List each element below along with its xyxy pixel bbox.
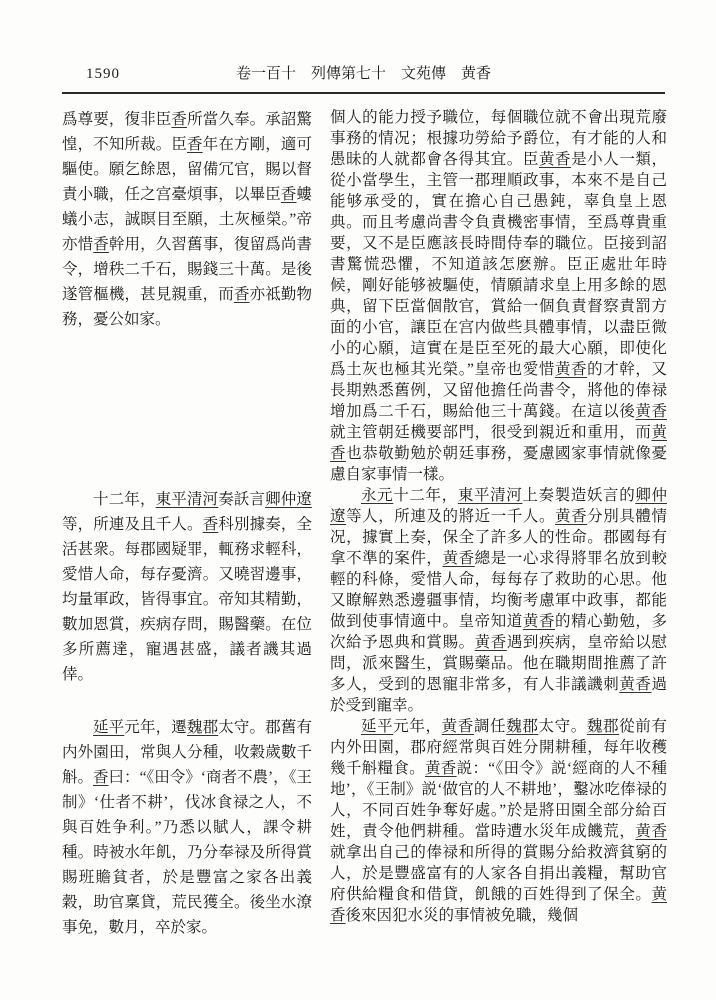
proper-name: 魏郡 bbox=[586, 718, 620, 735]
text-run: 幹用，久習舊事，復留爲尚書令，增秩二千石，賜錢三十萬。是後遂管樞機，甚見親重，而 bbox=[62, 236, 312, 303]
text-run: 的精心勤勉，多次給予恩典和賞賜。 bbox=[330, 613, 667, 651]
text-run: 年在方剛，適可驅使。願乞餘恩，留備冗官，賜以督責小職，任之宫臺煩事，以畢臣 bbox=[62, 136, 312, 203]
proper-name: 黄香 bbox=[424, 760, 457, 777]
text-run: 過於受到寵幸。 bbox=[330, 676, 667, 714]
proper-name: 清河 bbox=[186, 491, 219, 508]
text-run: 就主管朝廷機要部門，很受到親近和重用，而 bbox=[330, 424, 652, 441]
proper-name: 東平 bbox=[155, 491, 187, 508]
translation-column bbox=[330, 107, 667, 926]
text-run: 元年， bbox=[393, 718, 442, 735]
proper-name: 香 bbox=[187, 136, 203, 153]
page-header bbox=[62, 63, 665, 85]
text-run: 説：“《田令》説‘經商的人不種地’，《王制》説‘做官的人不耕地’，鑿冰吃俸禄的人，不同百姓争奪好處。”於是將田園全部分給百姓，責令他們耕種。當時遭水災年成饑荒， bbox=[330, 760, 667, 840]
classical-paragraph-1 bbox=[62, 107, 312, 332]
classical-text-column bbox=[62, 107, 312, 940]
proper-name: 香 bbox=[93, 769, 109, 786]
proper-name: 香 bbox=[171, 111, 188, 128]
text-run: 也恭敬勤勉於朝廷事務，憂慮國家事情就像憂慮自家事情一樣。 bbox=[330, 445, 667, 483]
proper-name: 香 bbox=[233, 286, 250, 303]
text-run: 爲尊要，復非臣 bbox=[62, 111, 172, 128]
classical-paragraph-3 bbox=[62, 715, 312, 940]
text-run: 螻蟻小志，誠瞑目至願，土灰極榮。”帝亦惜 bbox=[62, 186, 312, 253]
proper-name: 黄香 bbox=[554, 361, 588, 378]
proper-name: 黄香 bbox=[442, 550, 475, 567]
proper-name: 香 bbox=[202, 516, 219, 533]
proper-name: 黄香 bbox=[522, 613, 556, 630]
text-run: 亦祗勤物務，憂公如家。 bbox=[62, 286, 312, 328]
proper-name: 黄香 bbox=[538, 151, 572, 168]
proper-name: 黄香 bbox=[635, 823, 667, 840]
text-run: 所當久奉。承詔驚惶，不知所裁。臣 bbox=[62, 111, 312, 153]
text-run: 太守。郡舊有内外園田，常與人分種，收穀歲數千斛。 bbox=[62, 719, 312, 786]
text-run: 十二年， bbox=[93, 491, 156, 508]
text-run: 後來因犯水災的事情被免職，幾個 bbox=[345, 907, 579, 924]
text-run: 從前有内外田園，郡府經常與百姓分開耕種，每年收穫幾千斛糧食。 bbox=[330, 718, 667, 777]
running-head: 卷一百十 列傳第七十 文苑傳 黄香 bbox=[235, 66, 491, 82]
text-run: 就拿出自己的俸禄和所得的賞賜分給救濟貧窮的人，於是豐盛富有的人家各自捐出義糧，幫助官府供給糧食和借貸，飢餓的百姓得到了保全。 bbox=[330, 844, 667, 903]
text-run: 科別據奏，全活甚衆。每郡國疑罪，輒務求輕科，愛惜人命，每存憂濟。又曉習邊事，均量軍政，皆得事宜。帝知其精勤，數加恩賞，疾病存問，賜醫藥。在位多所薦達，寵遇甚盛，議者譏其過倖。 bbox=[62, 516, 312, 683]
proper-name: 卿仲遼 bbox=[265, 491, 312, 508]
header-rule bbox=[62, 92, 665, 94]
proper-name: 魏郡 bbox=[506, 718, 539, 735]
proper-name: 黄香 bbox=[635, 403, 667, 420]
translation-paragraph-3 bbox=[330, 716, 667, 926]
text-run: 元年，遷 bbox=[124, 719, 187, 736]
proper-name: 黄香 bbox=[441, 718, 474, 735]
text-run: 太守。 bbox=[538, 718, 587, 735]
text-run: 調任 bbox=[473, 718, 507, 735]
text-run: 上奏製造妖言的 bbox=[522, 487, 636, 504]
page-number: 1590 bbox=[86, 66, 120, 82]
proper-name: 魏郡 bbox=[186, 719, 219, 736]
text-run: 遇到疾病，皇帝給以慰問，派來醫生，賞賜藥品。他在職期間推薦了許多人，受到的恩寵非常多，有人非議譏刺 bbox=[330, 634, 667, 693]
text-run: 等人，所連及的將近一千人。 bbox=[346, 508, 556, 525]
proper-name: 延平 bbox=[361, 718, 394, 735]
proper-name: 黄香 bbox=[474, 634, 507, 651]
text-run: 十二年， bbox=[393, 487, 458, 504]
translation-paragraph-2 bbox=[330, 485, 667, 716]
proper-name: 黄香 bbox=[330, 886, 667, 924]
classical-paragraph-2 bbox=[62, 487, 312, 687]
proper-name: 黄香 bbox=[555, 508, 588, 525]
proper-name: 黄香 bbox=[619, 676, 652, 693]
proper-name: 東平 bbox=[457, 487, 491, 504]
proper-name: 永元 bbox=[361, 487, 394, 504]
text-run: 個人的能力授予職位，每個職位就不會出現荒廢事務的情况；根據功勞給予爵位，有才能的人和愚昧的人就都會各得其宜。臣 bbox=[330, 109, 667, 168]
translation-paragraph-1 bbox=[330, 107, 667, 485]
proper-name: 黄香 bbox=[330, 424, 667, 462]
proper-name: 卿仲遼 bbox=[330, 487, 667, 525]
text-run: 曰：“《田令》‘商者不農’，《王制》‘仕者不耕’，伐冰食禄之人，不與百姓争利。”乃悉以賦人，課令耕種。時被水年飢，乃分奉禄及所得賞賜班贍貧者，於是豐富之家各出義穀，助官稟貸，荒民獲全。後坐水潦事免，數月，卒於家。 bbox=[62, 769, 312, 936]
text-run: 是小人一類，從小當學生，主管一郡理順政事，本來不是自己能够承受的，實在擔心自己愚鈍，辜負皇上恩典。而且考慮尚書令負責機密事情，至爲尊貴重要，又不是臣應該長時間侍奉的職位。臣接到詔書驚慌恐懼，不知道該怎麽辦。臣正處壯年時候，剛好能够被驅使，情願請求皇上用多餘的恩典，留下臣當個散官，賞給一個負責督察責罰方面的小官，讓臣在宫内做些具體事情，以盡臣微小的心願，這實在是臣至死的最大心願，即使化爲土灰也極其光榮。”皇帝也愛惜 bbox=[330, 151, 667, 378]
text-run: 的才幹，又長期熟悉舊例，又留他擔任尚書令，將他的俸禄增加爲二千石，賜給他三十萬錢。在這以後 bbox=[330, 361, 667, 420]
proper-name: 香 bbox=[280, 186, 297, 203]
text-run: 等，所連及且千人。 bbox=[62, 516, 203, 533]
text-run: 總是一心求得將罪名放到較輕的科條，愛惜人命，每每存了救助的心思。他又瞭解熟悉邊疆事情，均衡考慮軍中政事，都能做到使事情適中。皇帝知道 bbox=[330, 550, 667, 630]
proper-name: 香 bbox=[93, 236, 109, 253]
proper-name: 清河 bbox=[490, 487, 523, 504]
text-run: 分別具體情况，據實上奏，保全了許多人的性命。郡國每有拿不準的案件， bbox=[330, 508, 667, 567]
proper-name: 延平 bbox=[93, 719, 125, 736]
text-run: 奏訞言 bbox=[218, 491, 266, 508]
